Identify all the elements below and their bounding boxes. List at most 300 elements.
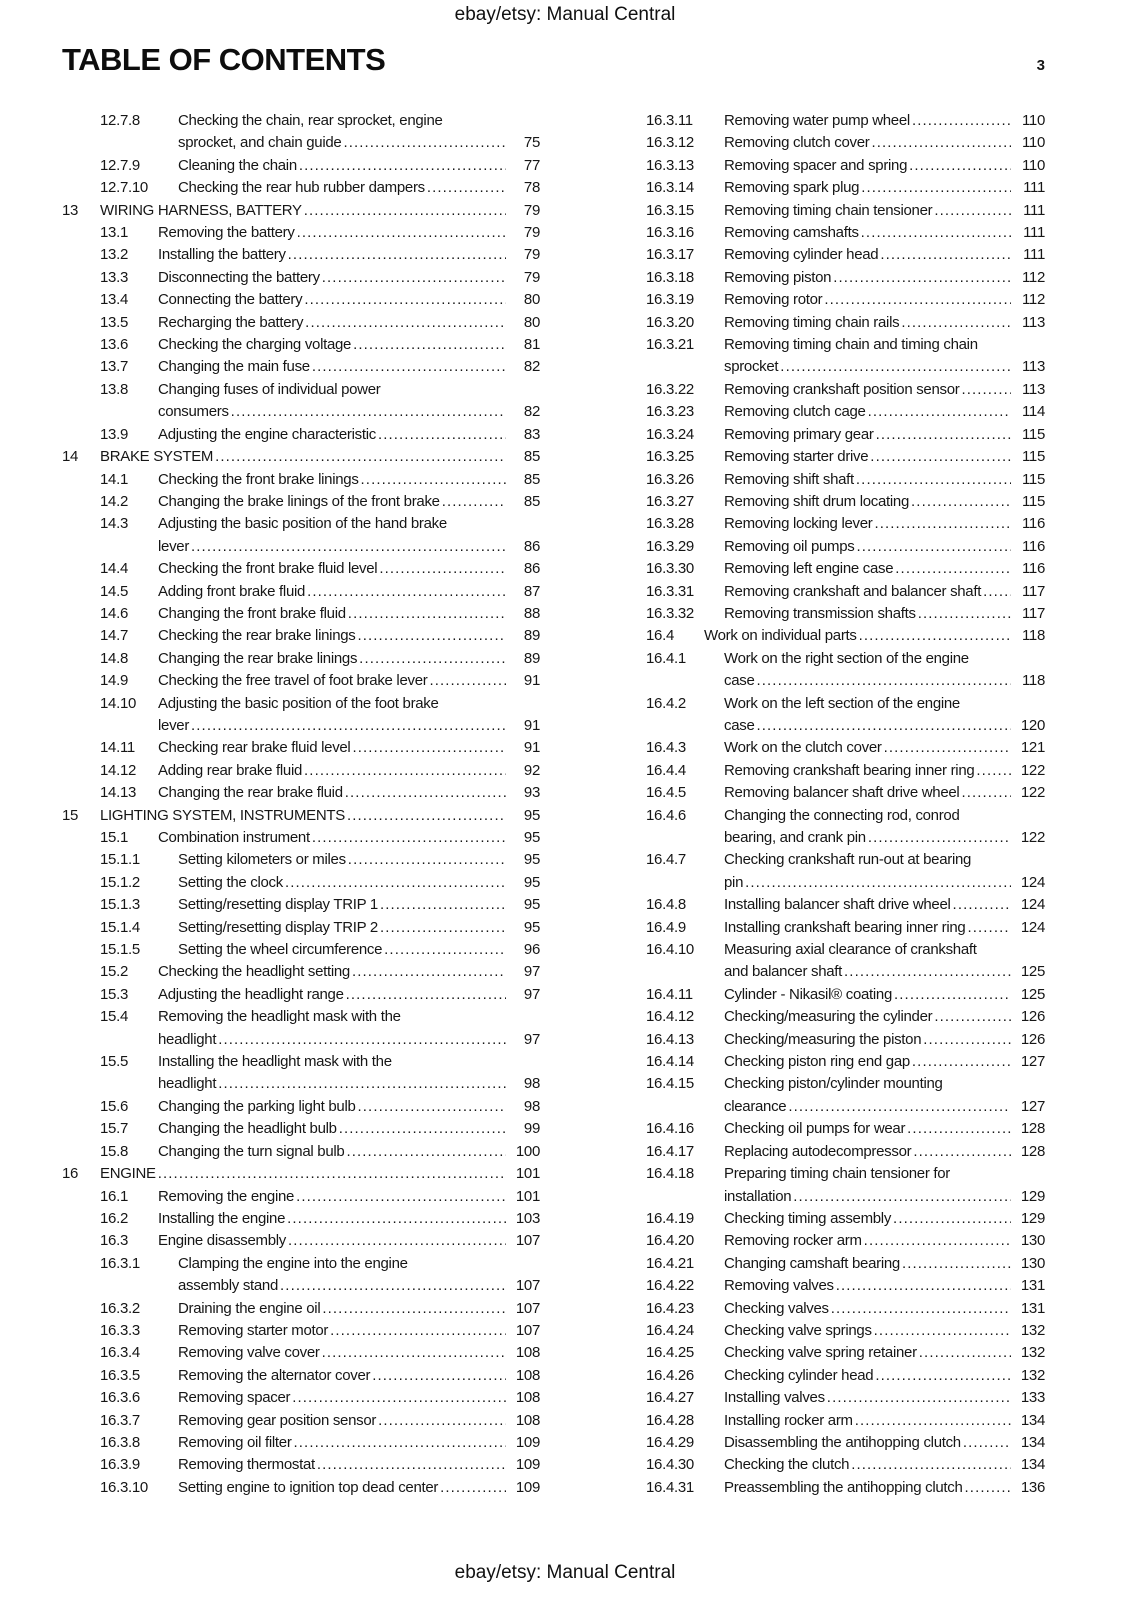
toc-entry-number: 14.4 bbox=[100, 560, 128, 578]
toc-leader-dots bbox=[757, 715, 1012, 737]
toc-entry-page: 82 bbox=[523, 358, 540, 376]
toc-entry-page: 91 bbox=[523, 672, 540, 690]
toc-entry-number: 14.12 bbox=[100, 761, 137, 779]
toc-entry bbox=[608, 1275, 1045, 1297]
toc-entry-title: Connecting the battery bbox=[158, 291, 303, 309]
toc-entry bbox=[62, 872, 540, 894]
header-text: ebay/etsy: Manual Central bbox=[454, 4, 676, 25]
toc-entry-number: 16.3.27 bbox=[646, 492, 694, 510]
toc-entry-number: 16.1 bbox=[100, 1187, 128, 1205]
toc-entry-number: 16.4.12 bbox=[646, 1008, 694, 1026]
toc-entry-title: Removing spacer bbox=[178, 1389, 291, 1407]
toc-entry-page: 132 bbox=[1020, 1344, 1045, 1362]
toc-entry bbox=[62, 1051, 540, 1096]
toc-entry-title: Removing spacer and spring bbox=[724, 156, 908, 174]
toc-entry-title: Checking the chain, rear sprocket, engine bbox=[178, 112, 443, 129]
toc-entry-page: 117 bbox=[1021, 604, 1045, 622]
toc-entry-title: Removing balancer shaft drive wheel bbox=[724, 784, 960, 802]
toc-leader-dots bbox=[874, 1320, 1011, 1342]
toc-entry-title: consumers bbox=[158, 403, 229, 421]
toc-leader-dots bbox=[304, 200, 506, 222]
toc-leader-dots bbox=[965, 1477, 1011, 1499]
toc-entry-number: 14.13 bbox=[100, 784, 137, 802]
toc-entry-page: 79 bbox=[523, 268, 540, 286]
toc-entry-number: 14.2 bbox=[100, 492, 128, 510]
toc-leader-dots bbox=[793, 1186, 1011, 1208]
toc-entry bbox=[608, 334, 1045, 379]
toc-entry-title: Replacing autodecompressor bbox=[724, 1142, 912, 1160]
toc-entry-title: Checking the headlight setting bbox=[158, 963, 350, 981]
toc-entry-page: 95 bbox=[523, 873, 540, 891]
toc-entry-title: Changing the parking light bulb bbox=[158, 1097, 356, 1115]
toc-leader-dots bbox=[280, 1275, 506, 1297]
toc-column-left bbox=[62, 110, 540, 1499]
toc-entry-title: Disconnecting the battery bbox=[158, 268, 320, 286]
toc-leader-dots bbox=[844, 961, 1011, 983]
toc-entry-title: Adjusting the headlight range bbox=[158, 985, 344, 1003]
toc-entry-number: 16.4.29 bbox=[646, 1433, 694, 1451]
toc-leader-dots bbox=[983, 581, 1011, 603]
toc-entry-number: 16.3.4 bbox=[100, 1344, 140, 1362]
toc-entry-number: 13.6 bbox=[100, 336, 128, 354]
toc-entry-title: Setting the wheel circumference bbox=[178, 941, 383, 959]
toc-entry-title: Checking oil pumps for wear bbox=[724, 1120, 906, 1138]
toc-entry-number: 16.4.11 bbox=[646, 985, 693, 1003]
toc-entry-number: 16.3 bbox=[100, 1232, 128, 1250]
toc-entry bbox=[608, 289, 1045, 311]
toc-entry-page: 132 bbox=[1020, 1366, 1045, 1384]
toc-entry-number: 12.7.8 bbox=[100, 112, 140, 129]
toc-entry-number: 16.4.8 bbox=[646, 896, 686, 914]
toc-entry-title: Checking/measuring the cylinder bbox=[724, 1008, 933, 1026]
toc-leader-dots bbox=[831, 1298, 1011, 1320]
toc-leader-dots bbox=[913, 1141, 1011, 1163]
toc-entry-page: 122 bbox=[1020, 761, 1045, 779]
toc-leader-dots bbox=[191, 536, 506, 558]
toc-entry-number: 16.4.28 bbox=[646, 1411, 694, 1429]
toc-entry-title: Disassembling the antihopping clutch bbox=[724, 1433, 961, 1451]
toc-entry bbox=[608, 1253, 1045, 1275]
toc-entry-title: Setting engine to ignition top dead center bbox=[178, 1478, 439, 1496]
toc-entry-number: 15.1.5 bbox=[100, 941, 140, 959]
toc-entry-title: Combination instrument bbox=[158, 829, 310, 846]
toc-entry bbox=[608, 737, 1045, 759]
toc-leader-dots bbox=[322, 1342, 506, 1364]
toc-entry bbox=[62, 939, 540, 961]
toc-entry-page: 111 bbox=[1023, 179, 1045, 197]
toc-entry bbox=[608, 267, 1045, 289]
toc-entry bbox=[62, 1230, 540, 1252]
toc-entry-number: 14.11 bbox=[100, 739, 135, 757]
toc-entry bbox=[608, 177, 1045, 199]
toc-entry-number: 16.4.16 bbox=[646, 1120, 694, 1138]
toc-entry-page: 78 bbox=[523, 179, 540, 197]
toc-entry-number: 15.1.4 bbox=[100, 918, 140, 936]
toc-leader-dots bbox=[361, 469, 506, 491]
toc-entry-title: Removing rotor bbox=[724, 291, 823, 309]
toc-entry bbox=[62, 693, 540, 738]
toc-entry-number: 16.4.1 bbox=[646, 649, 686, 667]
toc-entry-title: Checking piston/cylinder mounting bbox=[724, 1075, 943, 1093]
toc-entry bbox=[608, 1387, 1045, 1409]
toc-entry-number: 16.3.21 bbox=[646, 336, 694, 354]
toc-entry-number: 16.3.17 bbox=[646, 246, 694, 264]
toc-entry-page: 132 bbox=[1020, 1321, 1045, 1339]
toc-entry-title: Changing the main fuse bbox=[158, 358, 310, 376]
toc-entry-title: Checking cylinder head bbox=[724, 1366, 874, 1384]
toc-entry-number: 16.4.14 bbox=[646, 1053, 694, 1071]
toc-entry-page: 124 bbox=[1020, 918, 1045, 936]
toc-entry-page: 108 bbox=[515, 1389, 540, 1407]
toc-leader-dots bbox=[343, 132, 506, 154]
toc-entry-number: 16.3.19 bbox=[646, 291, 694, 309]
toc-entry-title: Removing valves bbox=[724, 1277, 834, 1295]
toc-entry-page: 97 bbox=[523, 1030, 540, 1048]
toc-entry bbox=[608, 648, 1045, 693]
toc-entry-number: 14.7 bbox=[100, 627, 128, 645]
toc-entry-title: Removing spark plug bbox=[724, 179, 860, 197]
toc-leader-dots bbox=[824, 289, 1011, 311]
toc-leader-dots bbox=[893, 1208, 1011, 1230]
toc-entry-title: and balancer shaft bbox=[724, 963, 843, 981]
toc-entry-page: 120 bbox=[1020, 716, 1045, 734]
toc-leader-dots bbox=[307, 581, 506, 603]
toc-entry bbox=[608, 917, 1045, 939]
toc-entry-title: Removing cylinder head bbox=[724, 246, 879, 264]
toc-entry-number: 16.3.16 bbox=[646, 224, 694, 242]
toc-entry-number: 16.3.12 bbox=[646, 134, 694, 152]
toc-entry-page: 92 bbox=[523, 761, 540, 779]
toc-entry bbox=[62, 1186, 540, 1208]
toc-entry-title: Removing timing chain and timing chain bbox=[724, 336, 978, 354]
toc-entry-page: 118 bbox=[1021, 627, 1045, 645]
toc-entry-number: 16.4.30 bbox=[646, 1456, 694, 1474]
toc-entry-page: 93 bbox=[523, 784, 540, 802]
toc-entry-page: 75 bbox=[523, 134, 540, 152]
toc-entry-page: 112 bbox=[1021, 268, 1045, 286]
toc-entry-title: Draining the engine oil bbox=[178, 1299, 321, 1317]
toc-leader-dots bbox=[870, 446, 1011, 468]
toc-entry-title: Removing clutch cage bbox=[724, 403, 866, 421]
toc-entry-page: 79 bbox=[523, 224, 540, 242]
toc-entry-number: 16.4.2 bbox=[646, 694, 686, 712]
toc-entry bbox=[62, 110, 540, 155]
toc-entry-page: 87 bbox=[523, 582, 540, 600]
toc-entry-title: Installing the engine bbox=[158, 1209, 286, 1227]
toc-entry-page: 116 bbox=[1021, 515, 1045, 533]
toc-entry-title: Recharging the battery bbox=[158, 313, 304, 331]
toc-entry bbox=[608, 513, 1045, 535]
toc-entry bbox=[608, 581, 1045, 603]
toc-entry bbox=[62, 827, 540, 849]
toc-leader-dots bbox=[346, 1141, 506, 1163]
toc-entry bbox=[608, 1141, 1045, 1163]
toc-entry bbox=[62, 424, 540, 446]
toc-entry-number: 16.4.27 bbox=[646, 1389, 694, 1407]
toc-entry-number: 16.4.7 bbox=[646, 851, 686, 869]
toc-entry-title: Removing timing chain tensioner bbox=[724, 201, 933, 219]
toc-leader-dots bbox=[868, 401, 1011, 423]
toc-leader-dots bbox=[330, 1320, 506, 1342]
toc-entry-number: 15.1.1 bbox=[100, 851, 140, 869]
toc-entry-page: 129 bbox=[1020, 1209, 1045, 1227]
toc-leader-dots bbox=[874, 513, 1011, 535]
toc-leader-dots bbox=[859, 625, 1011, 647]
toc-entry-number: 16.3.2 bbox=[100, 1299, 140, 1317]
toc-entry-page: 129 bbox=[1020, 1187, 1045, 1205]
toc-leader-dots bbox=[912, 110, 1011, 132]
toc-entry-title: Removing thermostat bbox=[178, 1456, 315, 1474]
toc-entry-page: 112 bbox=[1021, 291, 1045, 309]
toc-entry-number: 13.4 bbox=[100, 291, 128, 309]
toc-entry-page: 128 bbox=[1020, 1120, 1045, 1138]
toc-entry bbox=[62, 894, 540, 916]
toc-entry bbox=[62, 469, 540, 491]
toc-entry-number: 16.3.6 bbox=[100, 1389, 140, 1407]
toc-entry-page: 124 bbox=[1020, 873, 1045, 891]
toc-entry-page: 111 bbox=[1023, 224, 1045, 242]
toc-entry bbox=[608, 558, 1045, 580]
toc-entry-number: 16.3.10 bbox=[100, 1478, 148, 1496]
toc-entry-page: 100 bbox=[515, 1142, 540, 1160]
toc-entry bbox=[608, 1230, 1045, 1252]
toc-entry bbox=[62, 1432, 540, 1454]
toc-leader-dots bbox=[780, 356, 1011, 378]
toc-entry-title: Checking the front brake linings bbox=[158, 470, 359, 488]
toc-entry-title: lever bbox=[158, 716, 190, 734]
toc-entry-page: 110 bbox=[1021, 112, 1045, 129]
toc-entry-page: 95 bbox=[523, 829, 540, 846]
toc-entry-title: headlight bbox=[158, 1030, 217, 1048]
toc-leader-dots bbox=[923, 1029, 1011, 1051]
toc-entry-title: Adjusting the basic position of the foot brake bbox=[158, 694, 439, 712]
toc-entry-number: 13.1 bbox=[100, 224, 128, 242]
toc-entry bbox=[62, 200, 540, 222]
toc-entry bbox=[608, 1006, 1045, 1028]
toc-entry-number: 14.3 bbox=[100, 515, 128, 533]
toc-entry bbox=[62, 1454, 540, 1476]
toc-leader-dots bbox=[294, 1432, 506, 1454]
toc-leader-dots bbox=[851, 1454, 1011, 1476]
toc-entry-title: Removing crankshaft bearing inner ring bbox=[724, 761, 975, 779]
toc-entry bbox=[608, 939, 1045, 984]
toc-leader-dots bbox=[158, 1163, 506, 1185]
toc-leader-dots bbox=[305, 312, 506, 334]
toc-leader-dots bbox=[864, 1230, 1011, 1252]
toc-leader-dots bbox=[287, 1208, 506, 1230]
toc-entry-number: 14.10 bbox=[100, 694, 137, 712]
toc-entry-title: Installing balancer shaft drive wheel bbox=[724, 896, 951, 914]
toc-entry bbox=[62, 760, 540, 782]
toc-entry-title: Removing the headlight mask with the bbox=[158, 1008, 401, 1026]
toc-entry-number: 16.3.22 bbox=[646, 380, 694, 398]
toc-leader-dots bbox=[918, 603, 1011, 625]
toc-entry-title: Engine disassembly bbox=[158, 1232, 287, 1250]
toc-entry bbox=[608, 625, 1045, 647]
toc-leader-dots bbox=[855, 1410, 1011, 1432]
toc-entry-number: 16.4.23 bbox=[646, 1299, 694, 1317]
toc-entry-page: 95 bbox=[523, 918, 540, 936]
toc-entry bbox=[62, 1410, 540, 1432]
toc-entry-page: 103 bbox=[515, 1209, 540, 1227]
toc-entry-number: 15.2 bbox=[100, 963, 128, 981]
toc-entry-page: 80 bbox=[523, 313, 540, 331]
toc-entry-page: 115 bbox=[1021, 425, 1045, 443]
toc-leader-dots bbox=[907, 1118, 1011, 1140]
toc-entry-number: 16.3.9 bbox=[100, 1456, 140, 1474]
toc-entry-title: Setting kilometers or miles bbox=[178, 851, 346, 869]
toc-entry bbox=[62, 155, 540, 177]
toc-entry-title: Removing primary gear bbox=[724, 425, 874, 443]
toc-entry-title: Removing starter motor bbox=[178, 1321, 329, 1339]
toc-entry bbox=[608, 155, 1045, 177]
toc-entry bbox=[608, 1410, 1045, 1432]
toc-entry-title: Removing water pump wheel bbox=[724, 112, 910, 129]
toc-entry-title: Installing the headlight mask with the bbox=[158, 1053, 392, 1071]
toc-entry bbox=[62, 222, 540, 244]
toc-entry bbox=[62, 1477, 540, 1499]
toc-entry-number: 14.5 bbox=[100, 582, 128, 600]
toc-entry-page: 113 bbox=[1021, 380, 1045, 398]
toc-entry-number: 16.4 bbox=[646, 627, 674, 645]
toc-leader-dots bbox=[857, 536, 1012, 558]
toc-entry-title: Work on the right section of the engine bbox=[724, 649, 969, 667]
toc-entry-title: Installing rocker arm bbox=[724, 1411, 853, 1429]
toc-leader-dots bbox=[378, 424, 506, 446]
toc-entry-title: Work on the clutch cover bbox=[724, 739, 882, 757]
toc-entry bbox=[62, 1141, 540, 1163]
toc-leader-dots bbox=[919, 1342, 1011, 1364]
toc-entry-page: 107 bbox=[515, 1277, 540, 1295]
toc-entry bbox=[608, 1051, 1045, 1073]
toc-entry-page: 116 bbox=[1021, 537, 1045, 555]
toc-entry-page: 111 bbox=[1023, 201, 1045, 219]
toc-entry-page: 95 bbox=[523, 896, 540, 914]
toc-entry-number: 16.3.15 bbox=[646, 201, 694, 219]
toc-leader-dots bbox=[348, 603, 506, 625]
toc-entry-number: 16.3.32 bbox=[646, 604, 694, 622]
toc-entry-title: Checking the rear brake linings bbox=[158, 627, 356, 645]
toc-entry-title: ENGINE bbox=[100, 1165, 156, 1183]
toc-leader-dots bbox=[961, 782, 1011, 804]
toc-entry bbox=[62, 1342, 540, 1364]
toc-entry bbox=[62, 984, 540, 1006]
toc-entry-number: 16.3.23 bbox=[646, 403, 694, 421]
toc-entry-number: 16.4.24 bbox=[646, 1321, 694, 1339]
toc-entry-number: 16.4.4 bbox=[646, 761, 686, 779]
toc-entry bbox=[608, 1365, 1045, 1387]
toc-entry-page: 95 bbox=[523, 851, 540, 869]
toc-entry-number: 16.2 bbox=[100, 1209, 128, 1227]
toc-leader-dots bbox=[191, 715, 506, 737]
toc-leader-dots bbox=[345, 782, 506, 804]
toc-entry bbox=[608, 1454, 1045, 1476]
toc-entry-page: 130 bbox=[1020, 1254, 1045, 1272]
toc-entry-title: Removing shift drum locating bbox=[724, 492, 910, 510]
toc-entry-title: Removing transmission shafts bbox=[724, 604, 916, 622]
toc-entry-page: 131 bbox=[1020, 1299, 1045, 1317]
toc-entry-title: Changing the front brake fluid bbox=[158, 604, 346, 622]
toc-entry bbox=[62, 312, 540, 334]
toc-entry-page: 85 bbox=[523, 492, 540, 510]
toc-entry-title: Adding rear brake fluid bbox=[158, 761, 303, 779]
toc-entry-page: 116 bbox=[1021, 560, 1045, 578]
table-of-contents bbox=[62, 110, 1130, 1499]
toc-entry bbox=[62, 1387, 540, 1409]
toc-leader-dots bbox=[292, 1387, 506, 1409]
toc-entry-page: 80 bbox=[523, 291, 540, 309]
toc-entry-title: Removing oil filter bbox=[178, 1433, 292, 1451]
toc-entry-number: 16.4.20 bbox=[646, 1232, 694, 1250]
toc-leader-dots bbox=[358, 1096, 506, 1118]
toc-entry-title: Preassembling the antihopping clutch bbox=[724, 1478, 963, 1496]
toc-leader-dots bbox=[317, 1454, 506, 1476]
toc-entry-number: 16.4.26 bbox=[646, 1366, 694, 1384]
toc-entry-page: 79 bbox=[523, 201, 540, 219]
toc-entry-page: 125 bbox=[1020, 963, 1045, 981]
toc-entry bbox=[608, 984, 1045, 1006]
toc-leader-dots bbox=[346, 984, 506, 1006]
toc-entry-title: Cleaning the chain bbox=[178, 156, 297, 174]
toc-entry-title: Clamping the engine into the engine bbox=[178, 1254, 408, 1272]
toc-leader-dots bbox=[297, 222, 506, 244]
toc-leader-dots bbox=[440, 1477, 506, 1499]
toc-entry bbox=[608, 469, 1045, 491]
toc-entry bbox=[62, 334, 540, 356]
toc-leader-dots bbox=[976, 760, 1011, 782]
toc-entry-page: 110 bbox=[1021, 134, 1045, 152]
toc-entry-title: Changing the turn signal bulb bbox=[158, 1142, 345, 1160]
toc-entry bbox=[62, 1320, 540, 1342]
toc-entry-title: Work on individual parts bbox=[704, 627, 857, 645]
toc-entry-page: 97 bbox=[523, 963, 540, 981]
toc-leader-dots bbox=[953, 894, 1011, 916]
toc-entry bbox=[608, 894, 1045, 916]
toc-entry bbox=[62, 648, 540, 670]
toc-entry-title: LIGHTING SYSTEM, INSTRUMENTS bbox=[100, 806, 345, 824]
toc-entry bbox=[608, 110, 1045, 132]
toc-leader-dots bbox=[895, 558, 1011, 580]
toc-entry-title: sprocket bbox=[724, 358, 779, 376]
toc-entry-title: installation bbox=[724, 1187, 792, 1205]
toc-entry-title: Checking piston ring end gap bbox=[724, 1053, 910, 1071]
toc-entry-title: Removing the alternator cover bbox=[178, 1366, 371, 1384]
toc-leader-dots bbox=[322, 1298, 506, 1320]
toc-entry-number: 16.3.30 bbox=[646, 560, 694, 578]
toc-entry-page: 134 bbox=[1020, 1411, 1045, 1429]
toc-entry-title: headlight bbox=[158, 1075, 217, 1093]
toc-leader-dots bbox=[285, 872, 506, 894]
toc-entry-title: Removing shift shaft bbox=[724, 470, 854, 488]
toc-entry-number: 16.3.25 bbox=[646, 448, 694, 466]
toc-leader-dots bbox=[380, 917, 506, 939]
toc-leader-dots bbox=[827, 1387, 1011, 1409]
toc-entry-title: pin bbox=[724, 873, 744, 891]
toc-entry bbox=[608, 401, 1045, 423]
toc-entry-number: 16.4.21 bbox=[646, 1254, 694, 1272]
toc-entry-page: 101 bbox=[515, 1165, 540, 1183]
toc-entry-title: Checking valves bbox=[724, 1299, 829, 1317]
toc-entry-page: 101 bbox=[515, 1187, 540, 1205]
toc-entry bbox=[608, 1163, 1045, 1208]
toc-entry bbox=[62, 1208, 540, 1230]
toc-entry-title: Checking timing assembly bbox=[724, 1209, 892, 1227]
toc-leader-dots bbox=[745, 872, 1011, 894]
toc-entry-page: 98 bbox=[523, 1097, 540, 1115]
toc-entry-title: Checking/measuring the piston bbox=[724, 1030, 922, 1048]
toc-entry-page: 128 bbox=[1020, 1142, 1045, 1160]
toc-entry-title: Changing the headlight bulb bbox=[158, 1120, 337, 1138]
